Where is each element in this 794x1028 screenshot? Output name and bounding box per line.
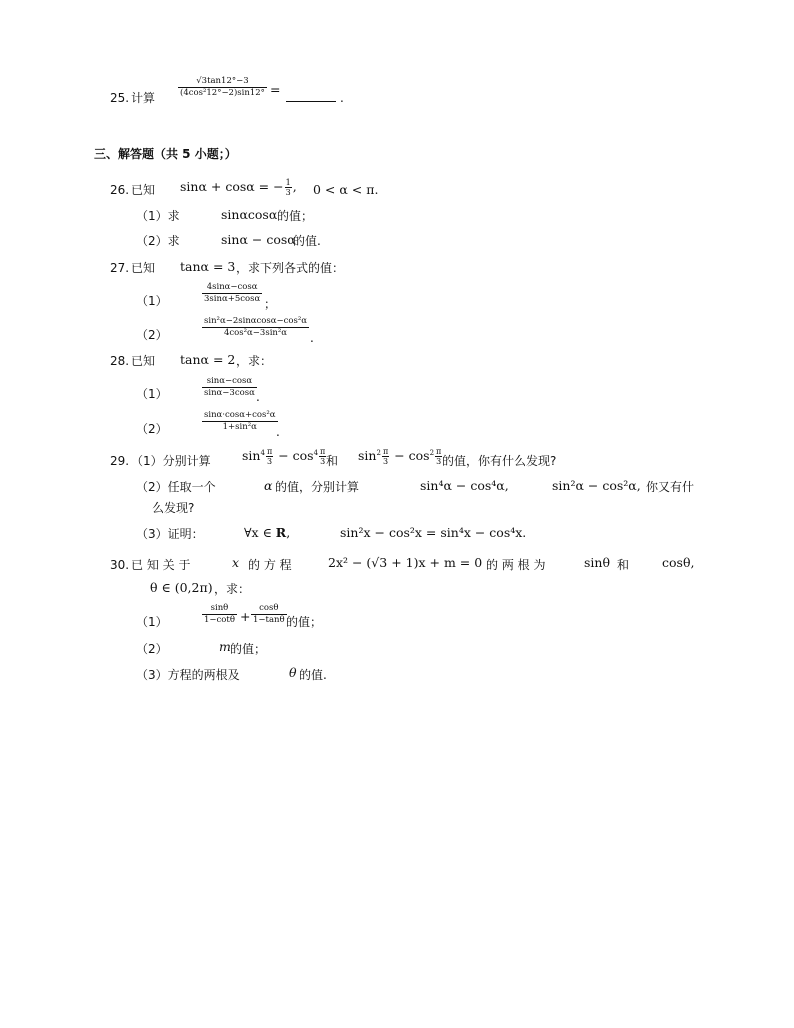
q27-condition: tanα = 3	[180, 259, 236, 274]
q29-part1-tail: 的值，你有什么发现?	[442, 454, 557, 468]
q28-text: 已知	[131, 354, 156, 368]
q30-part1-plus: +	[240, 609, 251, 624]
q28-condition: tanα = 2	[180, 352, 236, 367]
q25-equals: =	[270, 82, 281, 97]
q26-part1-expr: sinαcosα	[221, 207, 278, 222]
q28-number: 28.	[110, 354, 130, 368]
q27-part1-denominator: 3sinα+5cosα	[204, 294, 261, 304]
q30-part2-tail: 的值；	[230, 642, 267, 656]
q30-text3: 的 两 根 为	[486, 558, 546, 572]
q30-part1-fraction1: $\frac{\sin\theta}{1-\cot\theta}$	[204, 603, 235, 625]
q29-part2-line2: 么发现?	[152, 501, 195, 515]
q29-part2-expr2: sin²α − cos²α,	[552, 478, 641, 493]
q29-part3-label: （3）证明：	[136, 527, 204, 541]
q25-number: 25.	[110, 91, 130, 105]
q28-part1-label: （1）	[136, 387, 168, 401]
q30-part1-label: （1）	[136, 615, 168, 629]
q30-part3-tail: 的值.	[299, 668, 327, 682]
q30-root1: sinθ	[584, 555, 610, 570]
q27-part2-numerator: sin²α−2sinαcosα−cos²α	[204, 316, 308, 326]
q27-text: 已知	[131, 261, 156, 275]
q30-part3-label: （3）方程的两根及	[136, 668, 240, 682]
q30-part2-m: m	[219, 639, 231, 654]
q29-number: 29.	[110, 454, 130, 468]
q29-part2-tail: 你又有什	[646, 480, 695, 494]
q28-part1-end: .	[256, 390, 260, 404]
q30-condition: θ ∈ (0,2π)	[150, 580, 213, 595]
q30-part1-fraction2: $\frac{\cos\theta}{1-\tan\theta}$	[253, 603, 285, 625]
q27-part1-label: （1）	[136, 294, 168, 308]
q26-frac-num: 1	[285, 178, 291, 187]
section-title: 三、解答题（共 5 小题；）	[94, 147, 237, 161]
q28-part2-fraction	[202, 410, 278, 433]
q28-part2-numerator: sinα·cosα+cos²α	[204, 410, 276, 420]
q26-part2-expr: sinα − cosα	[221, 232, 296, 247]
q29-expr2: $\sin^2$ $\frac{\pi}{3}$ − $\cos^2$ $\frac{\pi}{3}$	[358, 447, 442, 466]
q25-text: 计算	[131, 91, 156, 105]
q30-part2-label: （2）	[136, 642, 168, 656]
q29-expr1: $\sin^4$ $\frac{\pi}{3}$ − $\cos^4$ $\frac{\pi}{3}$	[242, 447, 326, 466]
q29-part3-domain: ∀x ∈ R,	[244, 525, 291, 540]
q29-part1-label: （1）分别计算	[131, 454, 211, 468]
q30-root2: cosθ,	[662, 555, 695, 570]
q25-fraction-denominator: (4cos²12°−2)sin12°	[180, 88, 265, 98]
q30-part3-theta: θ	[289, 665, 297, 680]
q28-part1-numerator: sinα−cosα	[206, 376, 253, 386]
q26-range: 0 < α < π.	[313, 182, 379, 197]
q27-number: 27.	[110, 261, 130, 275]
q25-end: .	[340, 91, 344, 105]
q27-part1-numerator: 4sinα−cosα	[206, 282, 258, 292]
q27-tail: ，求下列各式的值：	[236, 261, 345, 275]
q26-condition: sinα + cosα = − $\frac{1}{3}$ ,	[180, 178, 297, 197]
q30-condition-tail: ，求：	[214, 582, 251, 596]
q26-part1-tail: 的值；	[277, 209, 314, 223]
q30-number: 30.	[110, 558, 130, 572]
q28-tail: ，求：	[236, 354, 273, 368]
q26-number: 26.	[110, 183, 130, 197]
q27-part2-label: （2）	[136, 328, 168, 342]
q26-frac-den: 3	[285, 188, 291, 197]
q27-part2-denominator: 4cos²α−3sin²α	[202, 327, 309, 339]
q26-part2-tail: 的值.	[293, 234, 321, 248]
q29-part2-expr1: sin⁴α − cos⁴α,	[420, 478, 509, 493]
q30-equation: 2x² − (√3 + 1)x + m = 0	[328, 555, 483, 570]
q27-part1-fraction	[202, 282, 262, 305]
q27-part2-end: .	[310, 331, 314, 345]
q29-alpha: α	[264, 478, 273, 493]
q27-part2-fraction	[202, 316, 309, 339]
q26-text: 已知	[131, 183, 156, 197]
q25-fraction	[178, 76, 267, 99]
q30-and: 和	[617, 558, 630, 572]
q28-part1-denominator: sinα−3cosα	[204, 388, 255, 398]
q27-part1-end: ；	[264, 297, 277, 311]
q28-part2-end: .	[276, 425, 280, 439]
q28-part1-fraction	[202, 376, 257, 399]
q25-answer-blank[interactable]	[286, 90, 336, 106]
q26-part2-label: （2）求	[136, 234, 180, 248]
q29-part3-identity: sin²x − cos²x = sin⁴x − cos⁴x.	[340, 525, 527, 540]
q26-part1-label: （1）求	[136, 209, 180, 223]
q30-x: x	[232, 555, 240, 570]
q25-fraction-numerator: √3tan12°−3	[196, 76, 249, 86]
q29-and: 和	[326, 454, 339, 468]
q28-part2-denominator: 1+sin²α	[202, 421, 278, 433]
q30-text2: 的 方 程	[248, 558, 292, 572]
q30-text: 已 知 关 于	[131, 558, 191, 572]
q29-part2-mid: 的值，分别计算	[275, 480, 360, 494]
q28-part2-label: （2）	[136, 422, 168, 436]
q30-part1-tail: 的值；	[286, 615, 323, 629]
q29-part2-label: （2）任取一个	[136, 480, 216, 494]
